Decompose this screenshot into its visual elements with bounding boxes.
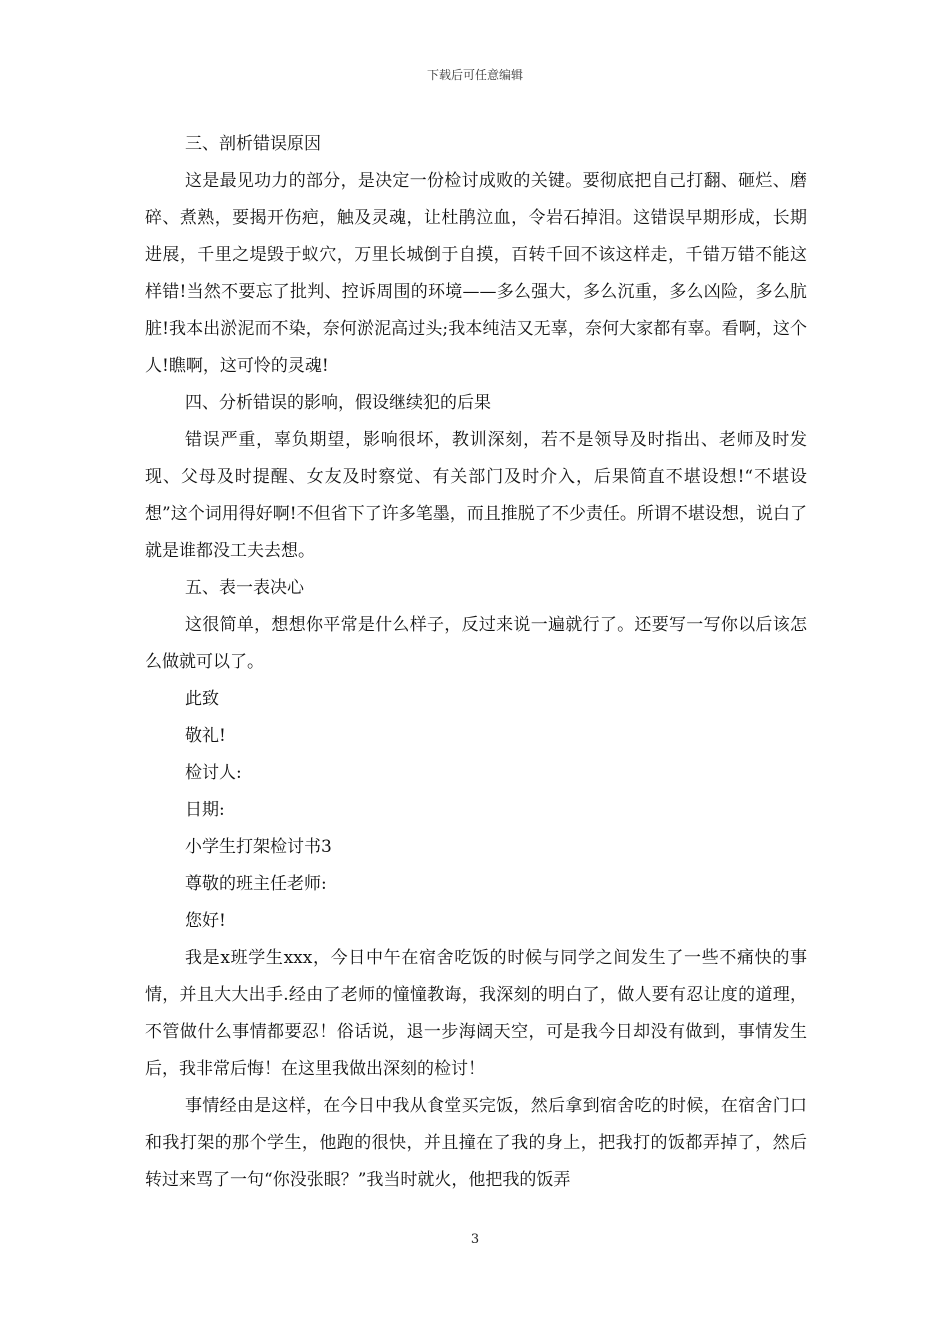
paragraph: 错误严重，辜负期望，影响很坏，教训深刻，若不是领导及时指出、老师及时发现、父母及时提醒、女友及时察觉、有关部门及时介入，后果简直不堪设想!“不堪设想”这个词用得好啊!不但省下了许多笔墨，而且推脱了不少责任。所谓不堪设想，说白了就是谁都没工夫去想。 <box>145 430 807 561</box>
signer-line: 检讨人: <box>185 763 242 783</box>
greeting: 您好! <box>185 911 226 931</box>
date-line: 日期: <box>185 800 225 820</box>
paragraph: 这很简单，想想你平常是什么样子，反过来说一遍就行了。还要写一写你以后该怎么做就可以了。 <box>145 615 807 672</box>
document-title: 小学生打架检讨书3 <box>185 837 332 857</box>
paragraph: 这是最见功力的部分，是决定一份检讨成败的关键。要彻底把自己打翻、砸烂、磨碎、煮熟，要揭开伤疤，触及灵魂，让杜鹃泣血，令岩石掉泪。这错误早期形成，长期进展，千里之堤毁于蚁穴，万里长城倒于自摸，百转千回不该这样走，千错万错不能这样错!当然不要忘了批判、控诉周围的环境——多么强大，多么沉重，多么凶险，多么肮脏!我本出淤泥而不染，奈何淤泥高过头;我本纯洁又无辜，奈何大家都有辜。看啊，这个人!瞧啊，这可怜的灵魂! <box>145 171 807 376</box>
section-heading-4: 四、分析错误的影响，假设继续犯的后果 <box>185 393 491 413</box>
paragraph: 我是x班学生xxx，今日中午在宿舍吃饭的时候与同学之间发生了一些不痛快的事情，并且大大出手.经由了老师的憧憧教诲，我深刻的明白了，做人要有忍让度的道理，不管做什么事情都要忍！俗话说，退一步海阔天空，可是我今日却没有做到，事情发生后，我非常后悔！在这里我做出深刻的检讨！ <box>145 948 807 1079</box>
closing-line: 此致 <box>185 689 219 709</box>
salute-line: 敬礼! <box>185 726 226 746</box>
section-heading-3: 三、剖析错误原因 <box>185 134 321 154</box>
document-body <box>145 126 807 1199</box>
paragraph: 事情经由是这样，在今日中我从食堂买完饭，然后拿到宿舍吃的时候，在宿舍门口和我打架的那个学生，他跑的很快，并且撞在了我的身上，把我打的饭都弄掉了，然后转过来骂了一句“你没张眼？”我当时就火，他把我的饭弄 <box>145 1096 807 1190</box>
page-number: 3 <box>470 1232 480 1247</box>
salutation: 尊敬的班主任老师: <box>185 874 327 894</box>
page-header: 下载后可任意编辑 <box>426 68 523 82</box>
section-heading-5: 五、表一表决心 <box>185 578 304 598</box>
